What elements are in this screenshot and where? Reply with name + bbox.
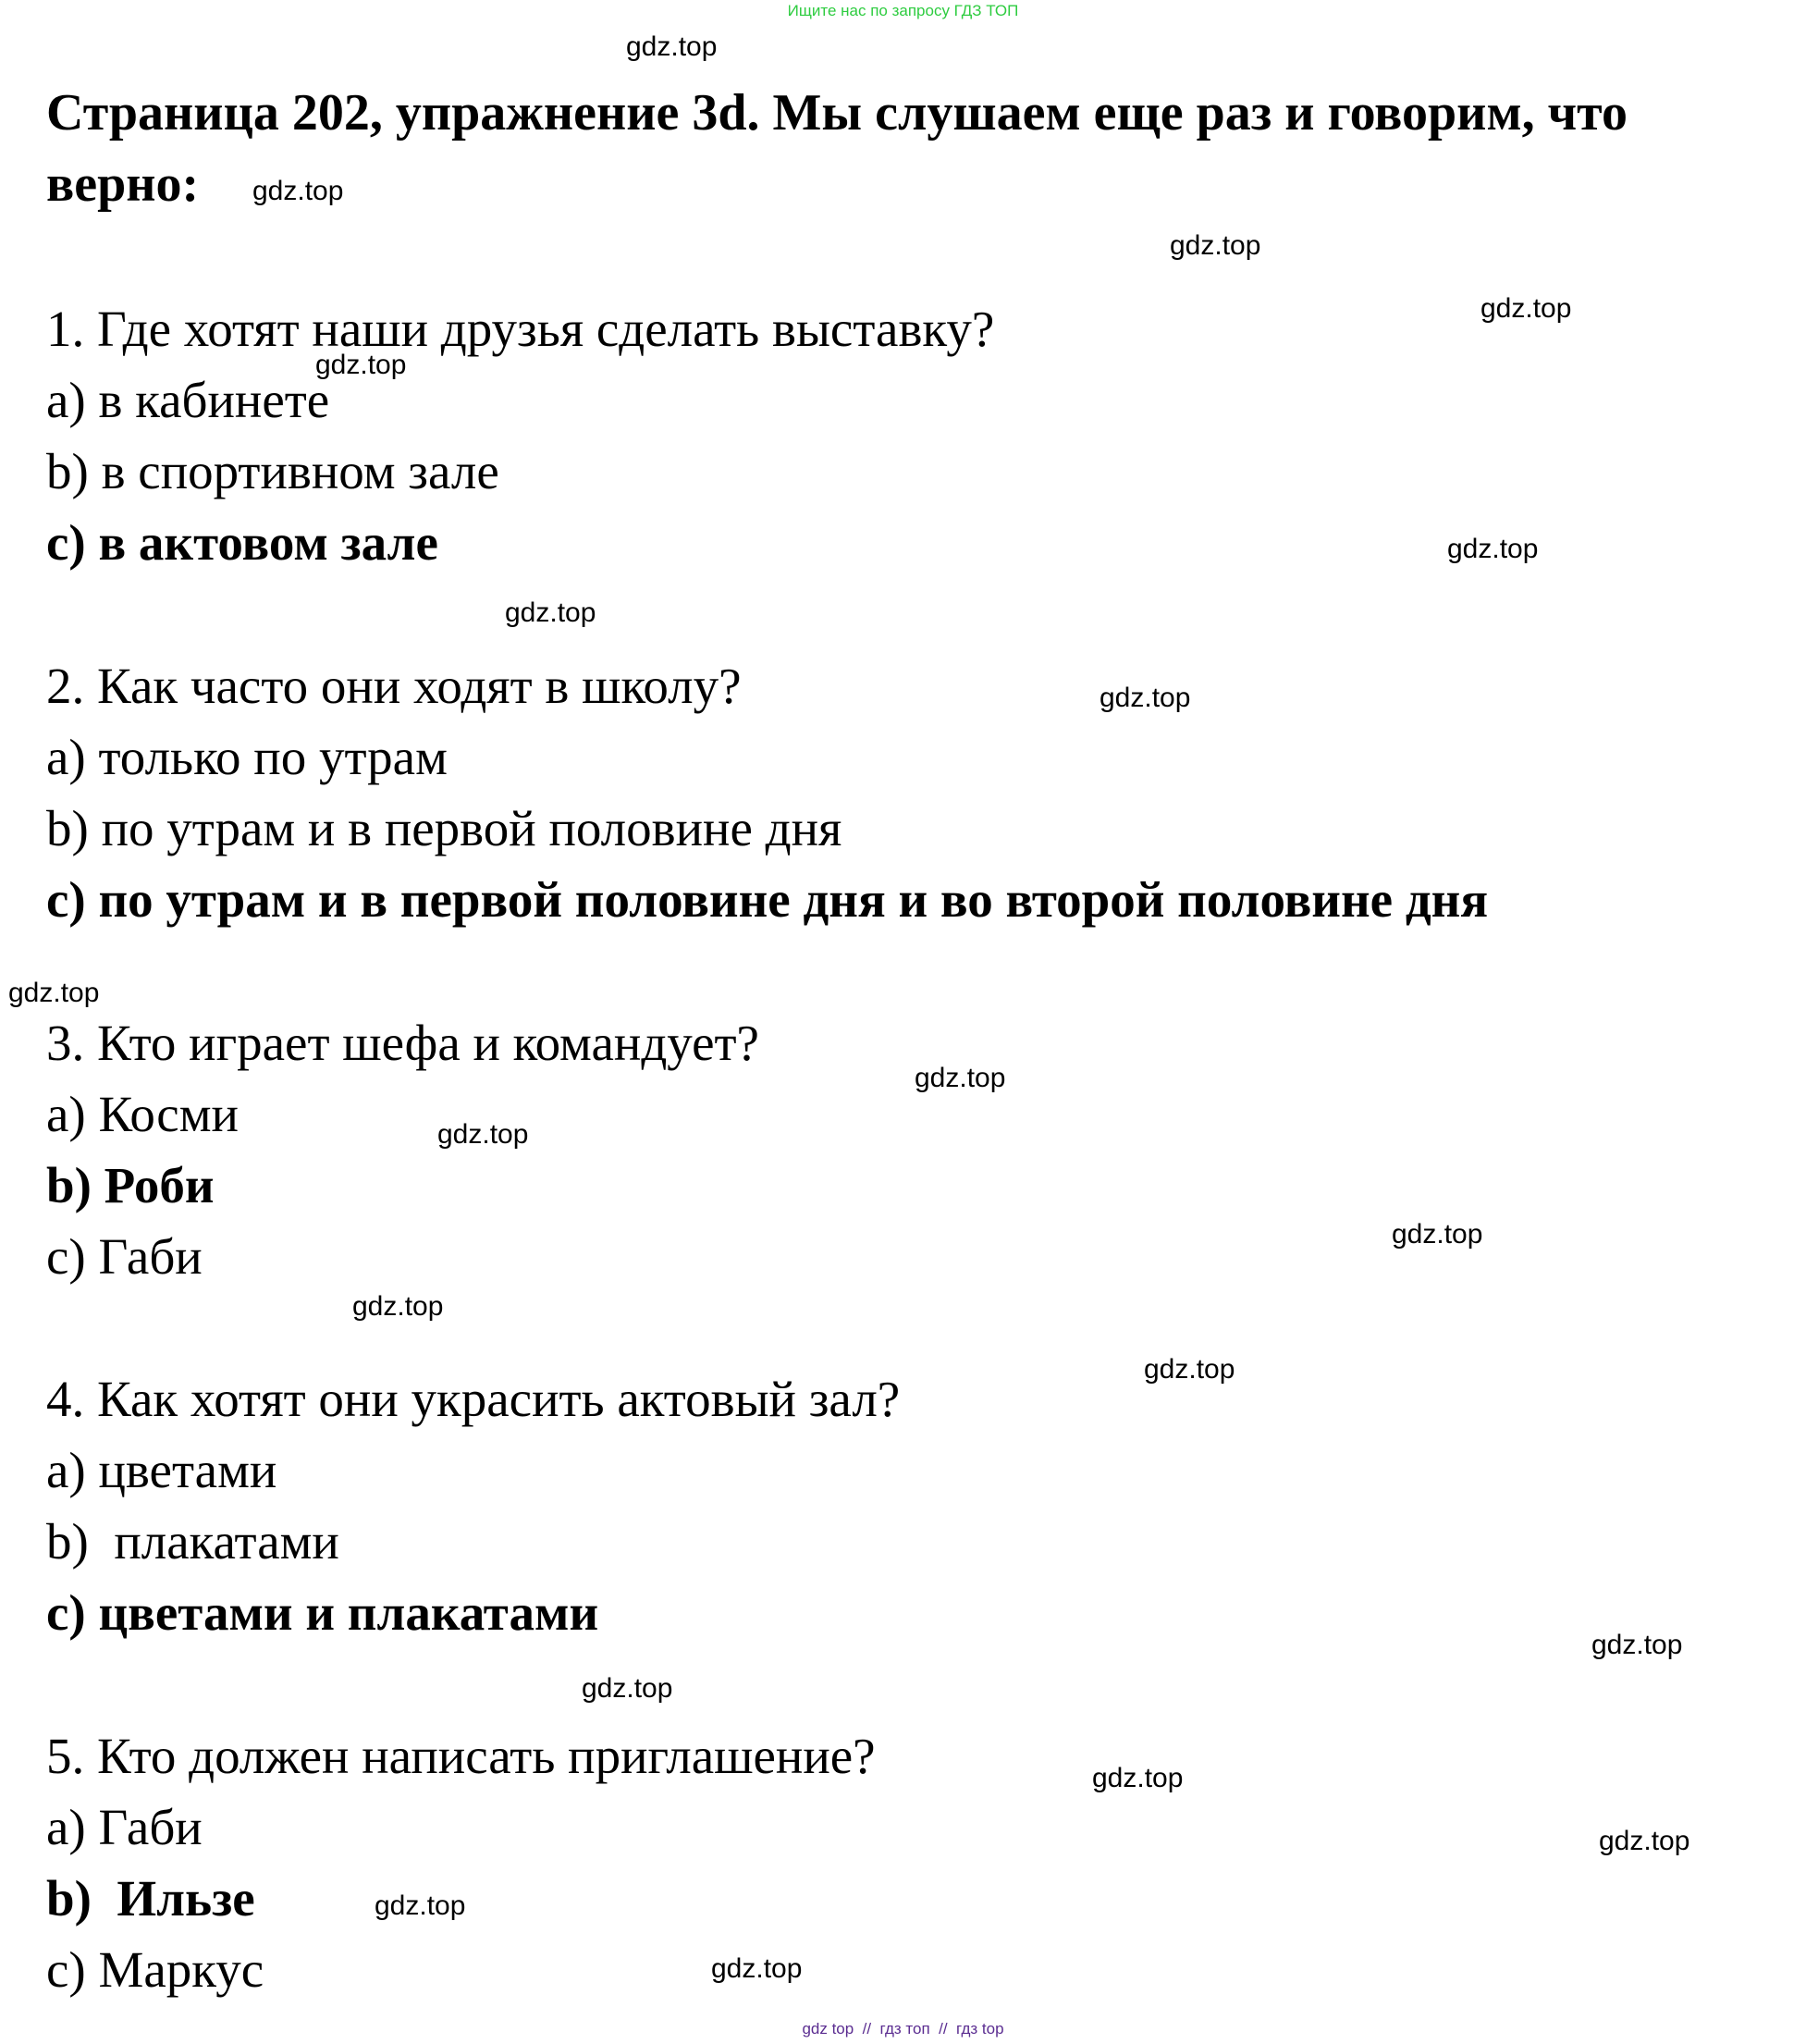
correct-answer-option: c) в актовом зале bbox=[46, 514, 438, 571]
answer-option: b) плакатами bbox=[46, 1513, 339, 1570]
watermark: gdz.top bbox=[1591, 1630, 1683, 1660]
question-text: 4. Как хотят они украсить актовый зал? bbox=[46, 1371, 901, 1427]
watermark: gdz.top bbox=[352, 1291, 444, 1322]
watermark: gdz.top bbox=[1144, 1354, 1235, 1385]
watermark: gdz.top bbox=[1092, 1763, 1184, 1793]
question-text: 5. Кто должен написать приглашение? bbox=[46, 1728, 876, 1784]
question-text: 1. Где хотят наши друзья сделать выставку? bbox=[46, 301, 995, 357]
correct-answer-option: b) Ильзе bbox=[46, 1870, 255, 1927]
question-text: 3. Кто играет шефа и командует? bbox=[46, 1015, 759, 1071]
watermark: gdz.top bbox=[437, 1119, 529, 1150]
watermark: gdz.top bbox=[1599, 1826, 1690, 1856]
watermark: gdz.top bbox=[582, 1673, 673, 1704]
answer-option: b) в спортивном зале bbox=[46, 443, 499, 499]
answer-option: a) Косми bbox=[46, 1086, 239, 1142]
correct-answer-option: c) цветами и плакатами bbox=[46, 1584, 599, 1641]
correct-answer-option: c) по утрам и в первой половине дня и во второй половине дня bbox=[46, 871, 1489, 928]
answer-option: c) Габи bbox=[46, 1228, 203, 1285]
top-banner: Ищите нас по запросу ГДЗ ТОП bbox=[787, 2, 1019, 19]
correct-answer-option: b) Роби bbox=[46, 1157, 215, 1213]
watermark: gdz.top bbox=[375, 1890, 466, 1921]
question-text: 2. Как часто они ходят в школу? bbox=[46, 658, 742, 714]
answer-option: a) в кабинете bbox=[46, 372, 330, 428]
watermark: gdz.top bbox=[711, 1953, 803, 1984]
watermark: gdz.top bbox=[1392, 1219, 1483, 1250]
answer-option: a) Габи bbox=[46, 1799, 203, 1855]
watermark: gdz.top bbox=[626, 31, 718, 62]
watermark: gdz.top bbox=[315, 350, 407, 380]
page-title: Страница 202, упражнение 3d. Мы слушаем еще раз и говорим, что верно: bbox=[46, 84, 1628, 213]
watermark: gdz.top bbox=[915, 1063, 1006, 1093]
watermark: gdz.top bbox=[252, 176, 344, 206]
answer-option: a) только по утрам bbox=[46, 729, 448, 785]
watermark: gdz.top bbox=[1447, 534, 1539, 564]
bottom-banner: gdz top // гдз топ // гдз top bbox=[802, 2020, 1004, 2038]
watermark: gdz.top bbox=[8, 978, 100, 1008]
answer-option: a) цветами bbox=[46, 1442, 277, 1498]
answer-option: b) по утрам и в первой половине дня bbox=[46, 800, 842, 856]
answer-option: c) Маркус bbox=[46, 1941, 264, 1998]
watermark: gdz.top bbox=[1100, 683, 1191, 713]
watermark: gdz.top bbox=[1480, 293, 1572, 324]
watermark: gdz.top bbox=[505, 597, 596, 628]
watermark: gdz.top bbox=[1170, 230, 1261, 261]
